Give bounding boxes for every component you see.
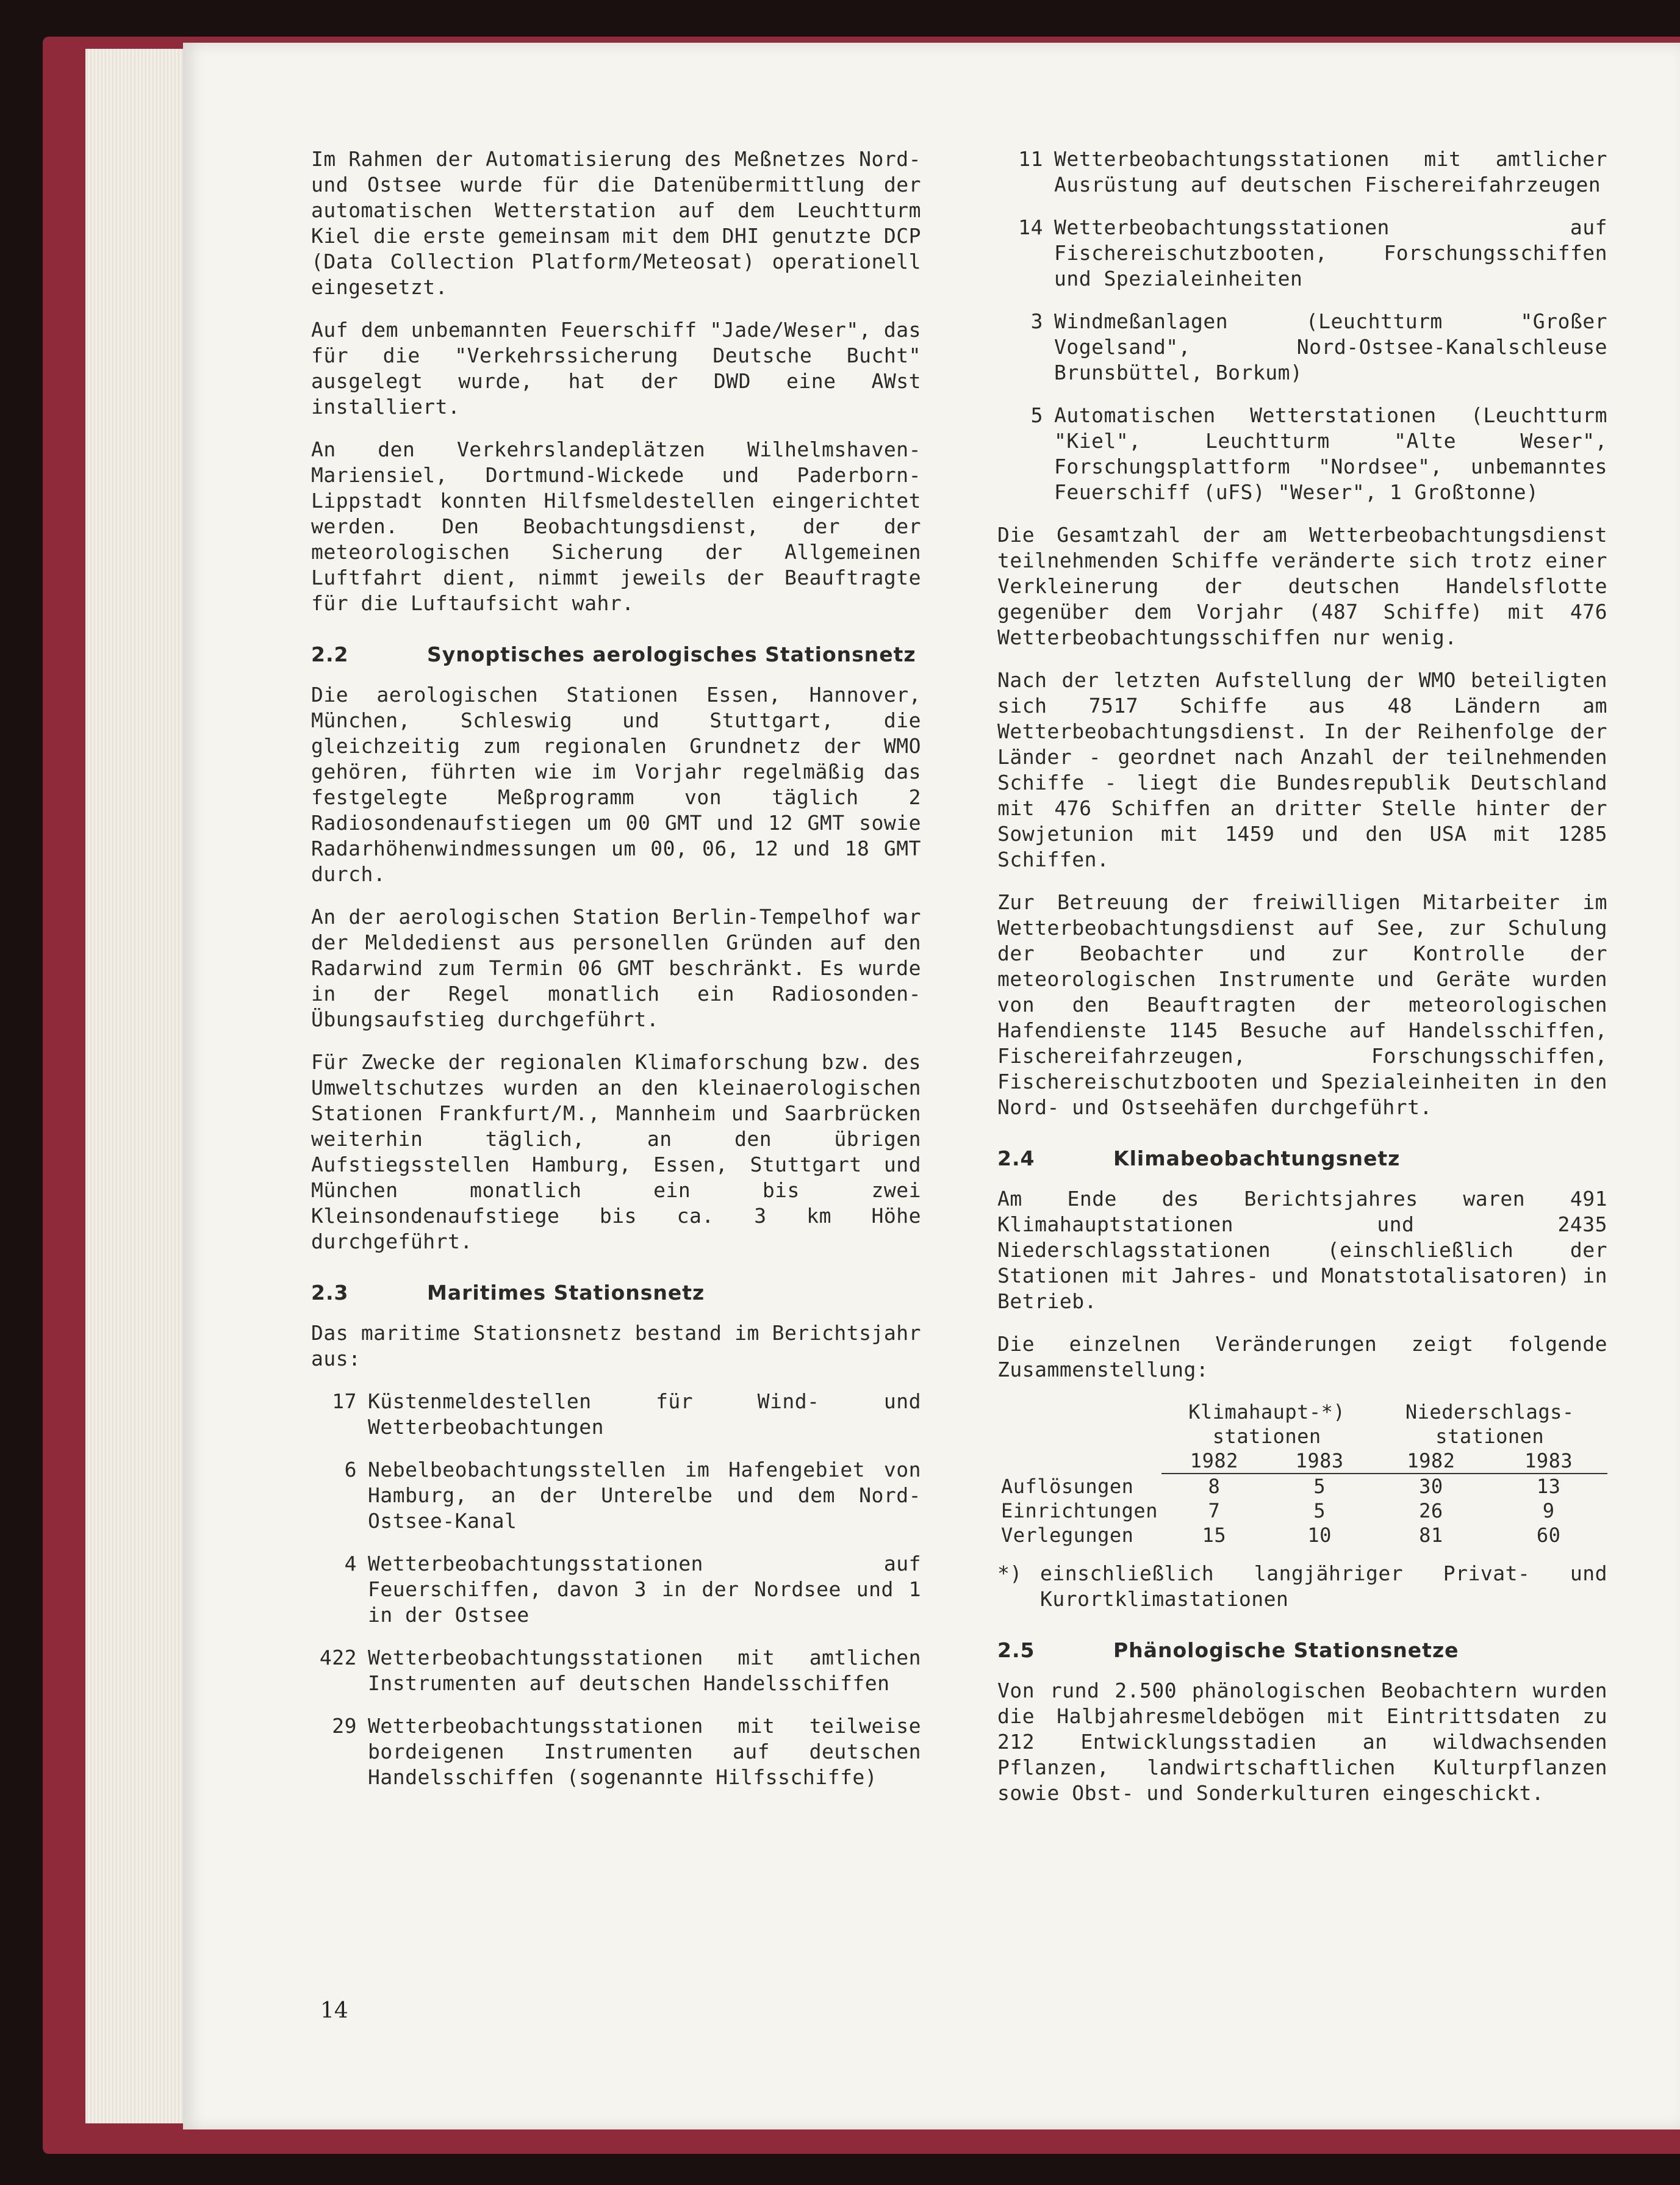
list-item <box>997 309 1607 386</box>
list-item <box>311 1457 921 1534</box>
list-item <box>311 1389 921 1440</box>
table-year-row <box>997 1449 1607 1474</box>
item-text: Wetterbeobachtungsstationen auf Feuerschiffen, davon 3 in der Nordsee und 1 in der Ostsee <box>368 1552 921 1627</box>
table-cell: 9 <box>1542 1499 1555 1522</box>
list-item <box>311 1645 921 1696</box>
paragraph: Die einzelnen Veränderungen zeigt folgende Zusammenstellung: <box>997 1332 1607 1381</box>
climate-station-changes-table <box>997 1400 1607 1547</box>
item-count: 6 <box>344 1458 357 1481</box>
table-cell: 60 <box>1536 1524 1561 1547</box>
table-cell: 15 <box>1202 1524 1227 1547</box>
year-header: 1983 <box>1490 1449 1607 1474</box>
item-count: 5 <box>1030 403 1043 427</box>
section-title: Synoptisches aerologisches Stationsnetz <box>427 643 916 666</box>
table-cell: 30 <box>1419 1475 1443 1498</box>
item-text: Automatischen Wetterstationen (Leuchtturm "Kiel", Leuchtturm "Alte Weser", Forschungsplattform "Nordsee", unbemanntes Feuerschiff (uFS) "Weser", 1 Großtonne) <box>1054 403 1607 504</box>
table-cell: 26 <box>1419 1499 1443 1522</box>
paragraph: An der aerologischen Station Berlin-Tempelhof war der Meldedienst aus personellen Gründen auf den Radarwind zum Termin 06 GMT beschränkt. Es wurde in der Regel monatlich ein Radiosonden-Übungsaufstieg durchgeführt. <box>311 905 921 1031</box>
footnote-mark: *) <box>997 1561 1022 1585</box>
right-column <box>997 146 1607 1823</box>
item-text: Küstenmeldestellen für Wind- und Wetterbeobachtungen <box>368 1389 921 1439</box>
year-header: 1982 <box>1373 1449 1490 1474</box>
paragraph: Nach der letzten Aufstellung der WMO beteiligten sich 7517 Schiffe aus 48 Ländern am Wetterbeobachtungsdienst. In der Reihenfolge der Länder - geordnet nach Anzahl der teilnehmenden Schiffe - liegt die Bundesrepublik Deutschland mit 476 Schiffen an dritter Stelle hinter der Sowjetunion mit 1459 und den USA mit 1285 Schiffen. <box>997 668 1607 871</box>
item-text: Windmeßanlagen (Leuchtturm "Großer Vogelsand", Nord-Ostsee-Kanalschleuse Brunsbüttel, Borkum) <box>1054 309 1607 384</box>
item-count: 29 <box>332 1714 357 1738</box>
table-cell: 10 <box>1307 1524 1332 1547</box>
table-header-row <box>997 1400 1607 1449</box>
paragraph: Das maritime Stationsnetz bestand im Berichtsjahr aus: <box>311 1321 921 1370</box>
section-number: 2.2 <box>311 643 349 666</box>
item-count: 4 <box>344 1552 357 1575</box>
table-cell: 81 <box>1419 1524 1443 1547</box>
row-label: Auflösungen <box>1001 1474 1134 1498</box>
item-count: 422 <box>319 1646 357 1669</box>
list-item <box>997 215 1607 292</box>
section-heading-2-5 <box>997 1638 1607 1663</box>
item-count: 11 <box>1018 147 1043 171</box>
item-text: Nebelbeobachtungsstellen im Hafengebiet von Hamburg, an der Unterelbe und dem Nord-Ostsee-Kanal <box>368 1458 921 1533</box>
table-cell: 8 <box>1208 1475 1221 1498</box>
table-row <box>997 1499 1607 1523</box>
table-cell: 5 <box>1313 1499 1326 1522</box>
section-number: 2.3 <box>311 1281 349 1305</box>
row-label: Verlegungen <box>1001 1524 1134 1547</box>
page-number: 14 <box>320 1998 348 2023</box>
footnote <box>997 1561 1607 1612</box>
paragraph: An den Verkehrslandeplätzen Wilhelmshaven-Mariensiel, Dortmund-Wickede und Paderborn-Lippstadt konnten Hilfsmeldestellen eingerichtet werden. Den Beobachtungsdienst, der der meteorologischen Sicherung der Allgemeinen Luftfahrt dient, nimmt jeweils der Beauftragte für die Luftaufsicht wahr. <box>311 437 921 615</box>
item-text: Wetterbeobachtungsstationen mit amtlichen Instrumenten auf deutschen Handelsschiffen <box>368 1646 921 1695</box>
row-label: Einrichtungen <box>1001 1499 1158 1522</box>
item-count: 14 <box>1018 215 1043 239</box>
table-row <box>997 1474 1607 1499</box>
column-group-header: Niederschlags- stationen <box>1405 1400 1574 1448</box>
section-heading-2-4 <box>997 1146 1607 1172</box>
list-item <box>997 146 1607 198</box>
footnote-text: einschließlich langjähriger Privat- und Kurortklimastationen <box>1040 1561 1607 1611</box>
table-cell: 7 <box>1208 1499 1221 1522</box>
page-edges <box>85 49 189 2123</box>
list-item <box>311 1713 921 1790</box>
paragraph: Für Zwecke der regionalen Klimaforschung bzw. des Umweltschutzes wurden an den kleinaerologischen Stationen Frankfurt/M., Mannheim und Saarbrücken weiterhin täglich, an den übrigen Aufstiegsstellen Hamburg, Essen, Stuttgart und München monatlich ein bis zwei Kleinsondenaufstiege bis ca. 3 km Höhe durchgeführt. <box>311 1050 921 1253</box>
list-item <box>311 1551 921 1628</box>
section-number: 2.4 <box>997 1146 1035 1170</box>
section-heading-2-2 <box>311 642 921 668</box>
item-text: Wetterbeobachtungsstationen mit amtlicher Ausrüstung auf deutschen Fischereifahrzeugen <box>1054 147 1607 196</box>
table-row <box>997 1523 1607 1547</box>
paragraph: Zur Betreuung der freiwilligen Mitarbeiter im Wetterbeobachtungsdienst auf See, zur Schulung der Beobachter und zur Kontrolle der meteorologischen Instrumente und Geräte wurden von den Beauftragten der meteorologischen Hafendienste 1145 Besuche auf Handelsschiffen, Fischereifahrzeugen, Forschungsschiffen, Fischereischutzbooten und Spezialeinheiten in den Nord- und Ostseehäfen durchgeführt. <box>997 890 1607 1119</box>
item-count: 17 <box>332 1389 357 1413</box>
year-header: 1983 <box>1267 1449 1373 1474</box>
paragraph: Am Ende des Berichtsjahres waren 491 Klimahauptstationen und 2435 Niederschlagsstationen (einschließlich der Stationen mit Jahres- und Monatstotalisatoren) in Betrieb. <box>997 1187 1607 1313</box>
left-column <box>311 146 921 1807</box>
section-title: Phänologische Stationsnetze <box>1113 1638 1459 1662</box>
section-heading-2-3 <box>311 1280 921 1306</box>
section-number: 2.5 <box>997 1638 1035 1662</box>
paragraph: Auf dem unbemannten Feuerschiff "Jade/Weser", das für die "Verkehrssicherung Deutsche Bucht" ausgelegt wurde, hat der DWD eine AWst installiert. <box>311 318 921 419</box>
section-title: Maritimes Stationsnetz <box>427 1281 705 1305</box>
paragraph: Die Gesamtzahl der am Wetterbeobachtungsdienst teilnehmenden Schiffe veränderte sich trotz einer Verkleinerung der deutschen Handelsflotte gegenüber dem Vorjahr (487 Schiffe) mit 476 Wetterbeobachtungsschiffen nur wenig. <box>997 523 1607 649</box>
paragraph: Die aerologischen Stationen Essen, Hannover, München, Schleswig und Stuttgart, die gleichzeitig zum regionalen Grundnetz der WMO gehören, führten wie im Vorjahr regelmäßig das festgelegte Meßprogramm von täglich 2 Radiosondenaufstiegen um 00 GMT und 12 GMT sowie Radarhöhenwindmessungen um 00, 06, 12 und 18 GMT durch. <box>311 683 921 886</box>
list-item <box>997 403 1607 505</box>
table-cell: 13 <box>1536 1475 1561 1498</box>
section-title: Klimabeobachtungsnetz <box>1113 1146 1401 1170</box>
paragraph: Von rund 2.500 phänologischen Beobachtern wurden die Halbjahresmeldebögen mit Eintrittsdaten zu 212 Entwicklungsstadien an wildwachsenden Pflanzen, landwirtschaftlichen Kulturpflanzen sowie Obst- und Sonderkulturen eingeschickt. <box>997 1679 1607 1805</box>
item-text: Wetterbeobachtungsstationen auf Fischereischutzbooten, Forschungsschiffen und Spezialeinheiten <box>1054 215 1607 290</box>
paragraph: Im Rahmen der Automatisierung des Meßnetzes Nord- und Ostsee wurde für die Datenübermittlung der automatischen Wetterstation auf dem Leuchtturm Kiel die erste gemeinsam mit dem DHI genutzte DCP (Data Collection Platform/Meteosat) operationell eingesetzt. <box>311 147 921 299</box>
column-group-header: Klimahaupt-*) stationen <box>1188 1400 1346 1448</box>
item-text: Wetterbeobachtungsstationen mit teilweise bordeigenen Instrumenten auf deutschen Handelsschiffen (sogenannte Hilfsschiffe) <box>368 1714 921 1789</box>
table-corner-cell <box>997 1400 1161 1449</box>
table-corner-cell <box>997 1449 1161 1474</box>
item-count: 3 <box>1030 309 1043 333</box>
table-cell: 5 <box>1313 1475 1326 1498</box>
year-header: 1982 <box>1161 1449 1267 1474</box>
